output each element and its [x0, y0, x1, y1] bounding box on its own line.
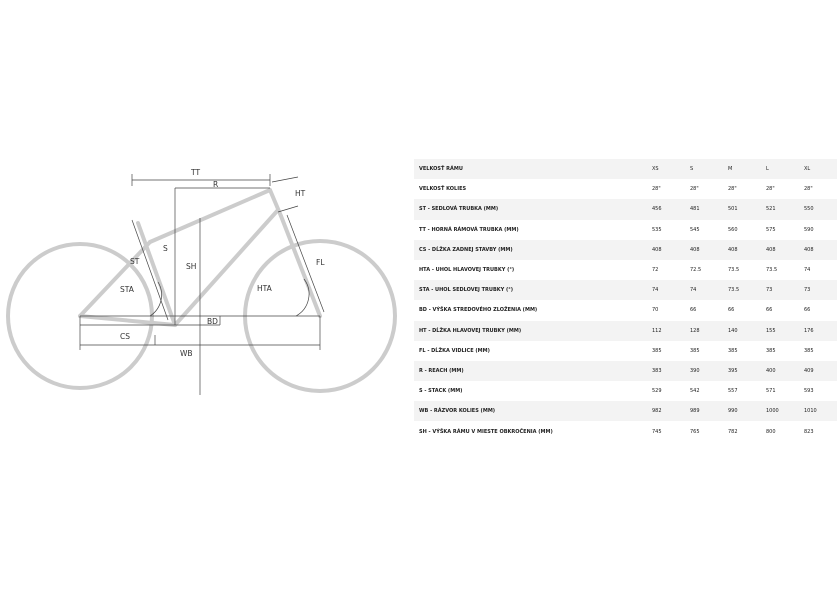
table-row: [414, 199, 837, 219]
table-cell: 550: [799, 199, 837, 219]
table-cell: 521: [761, 199, 799, 219]
table-cell: L: [761, 159, 799, 179]
table-cell: 501: [723, 199, 761, 219]
table-cell: 408: [761, 240, 799, 260]
table-cell: 542: [690, 388, 700, 395]
table-cell: 800: [766, 428, 776, 435]
table-cell: 385: [804, 347, 814, 354]
table-cell: 557: [728, 388, 738, 395]
table-row: [414, 220, 837, 240]
table-cell: 28": [690, 186, 699, 193]
table-row-label: WB - RÁZVOR KOLIES (MM): [414, 401, 647, 421]
table-cell: M: [723, 159, 761, 179]
table-row-label: TT - HORNÁ RÁMOVÁ TRUBKA (MM): [419, 226, 519, 233]
label-st: ST: [130, 257, 140, 266]
table-row: [414, 321, 837, 341]
table-cell: 66: [690, 307, 697, 314]
label-sta: STA: [120, 285, 134, 294]
table-row-label: S - STACK (MM): [419, 388, 463, 395]
table-cell: 823: [804, 428, 814, 435]
table-row-label: CS - DĹŽKA ZADNEJ STAVBY (MM): [414, 240, 647, 260]
table-cell: 28": [728, 186, 737, 193]
table-row: [414, 381, 837, 401]
table-cell: 73: [761, 280, 799, 300]
label-hta: HTA: [257, 284, 272, 293]
table-cell: 128: [685, 321, 723, 341]
table-row: [414, 401, 837, 421]
table-cell: 66: [804, 307, 811, 314]
table-cell: 73.5: [728, 267, 740, 274]
table-cell: 73: [799, 280, 837, 300]
table-cell: 390: [685, 361, 723, 381]
table-cell: 385: [652, 347, 662, 354]
table-cell: 73.5: [766, 267, 778, 274]
table-cell: 385: [766, 347, 776, 354]
table-cell: 74: [685, 280, 723, 300]
table-cell: 456: [647, 199, 685, 219]
table-row: [414, 240, 837, 260]
table-row-label: SH - VÝŠKA RÁMU V MIESTE OBKROČENIA (MM): [419, 428, 553, 435]
table-cell: 571: [766, 388, 776, 395]
fork: [281, 216, 320, 316]
label-sh: SH: [186, 262, 197, 271]
table-cell: 140: [723, 321, 761, 341]
table-cell: XS: [647, 159, 685, 179]
label-bd: BD: [207, 317, 218, 326]
table-cell: 481: [685, 199, 723, 219]
table-cell: 560: [728, 226, 738, 233]
table-row-label: R - REACH (MM): [414, 361, 647, 381]
table-row: [414, 421, 837, 441]
table-row: [414, 341, 837, 361]
table-cell: 545: [690, 226, 700, 233]
table-cell: 155: [761, 321, 799, 341]
table-cell: 408: [685, 240, 723, 260]
label-ht: HT: [295, 189, 306, 198]
table-cell: 989: [685, 401, 723, 421]
table-header-row: [414, 159, 837, 179]
table-cell: 72.5: [690, 267, 702, 274]
label-cs: CS: [120, 332, 130, 341]
geometry-table: [414, 159, 837, 442]
table-cell: 66: [728, 307, 735, 314]
table-cell: 1010: [799, 401, 837, 421]
table-row: [414, 179, 837, 199]
table-cell: S: [685, 159, 723, 179]
table-cell: 990: [723, 401, 761, 421]
table-cell: 383: [647, 361, 685, 381]
table-cell: 782: [728, 428, 738, 435]
table-cell: 73.5: [723, 280, 761, 300]
table-row-label: STA - UHOL SEDLOVEJ TRUBKY (°): [414, 280, 647, 300]
table-cell: 593: [804, 388, 814, 395]
table-row-label: ST - SEDLOVÁ TRUBKA (MM): [414, 199, 647, 219]
table-cell: 1000: [761, 401, 799, 421]
table-cell: 28": [804, 186, 813, 193]
top-tube: [150, 190, 270, 242]
table-cell: 112: [647, 321, 685, 341]
table-cell: 745: [652, 428, 662, 435]
table-cell: 385: [728, 347, 738, 354]
table-row-label: VELKOSŤ KOLIES: [419, 186, 467, 193]
table-row-label: HTA - UHOL HLAVOVEJ TRUBKY (°): [419, 267, 515, 274]
table-cell: 590: [804, 226, 814, 233]
table-cell: 408: [723, 240, 761, 260]
chain-stay: [80, 316, 175, 325]
dimension-lines: [80, 174, 324, 395]
table-cell: XL: [799, 159, 837, 179]
table-cell: 74: [804, 267, 811, 274]
table-cell: 70: [652, 307, 659, 314]
table-row: [414, 300, 837, 320]
table-cell: 408: [799, 240, 837, 260]
table-cell: 176: [799, 321, 837, 341]
table-cell: 982: [647, 401, 685, 421]
bike-geometry-diagram: [0, 0, 410, 600]
table-cell: 409: [799, 361, 837, 381]
table-cell: 765: [690, 428, 700, 435]
table-cell: 28": [652, 186, 661, 193]
table-cell: 395: [723, 361, 761, 381]
table-row: [414, 280, 837, 300]
table-cell: 385: [690, 347, 700, 354]
label-wb: WB: [180, 349, 193, 358]
table-cell: 28": [766, 186, 775, 193]
label-r: R: [213, 180, 219, 189]
table-cell: 408: [647, 240, 685, 260]
table-cell: 72: [652, 267, 659, 274]
table-row-label: VELKOSŤ RÁMU: [414, 159, 647, 179]
table-cell: 575: [766, 226, 776, 233]
label-s: S: [163, 244, 168, 253]
label-tt: TT: [191, 168, 201, 177]
table-row: [414, 260, 837, 280]
table-cell: 400: [761, 361, 799, 381]
table-cell: 66: [766, 307, 773, 314]
label-fl: FL: [316, 258, 325, 267]
table-row-label: BD - VÝŠKA STREDOVÉHO ZLOŽENIA (MM): [419, 307, 538, 314]
table-cell: 535: [652, 226, 662, 233]
table-cell: 74: [647, 280, 685, 300]
table-row-label: FL - DĹŽKA VIDLICE (MM): [419, 347, 490, 354]
table-cell: 529: [652, 388, 662, 395]
table-row-label: HT - DĹŽKA HLAVOVEJ TRUBKY (MM): [414, 321, 647, 341]
table-row: [414, 361, 837, 381]
